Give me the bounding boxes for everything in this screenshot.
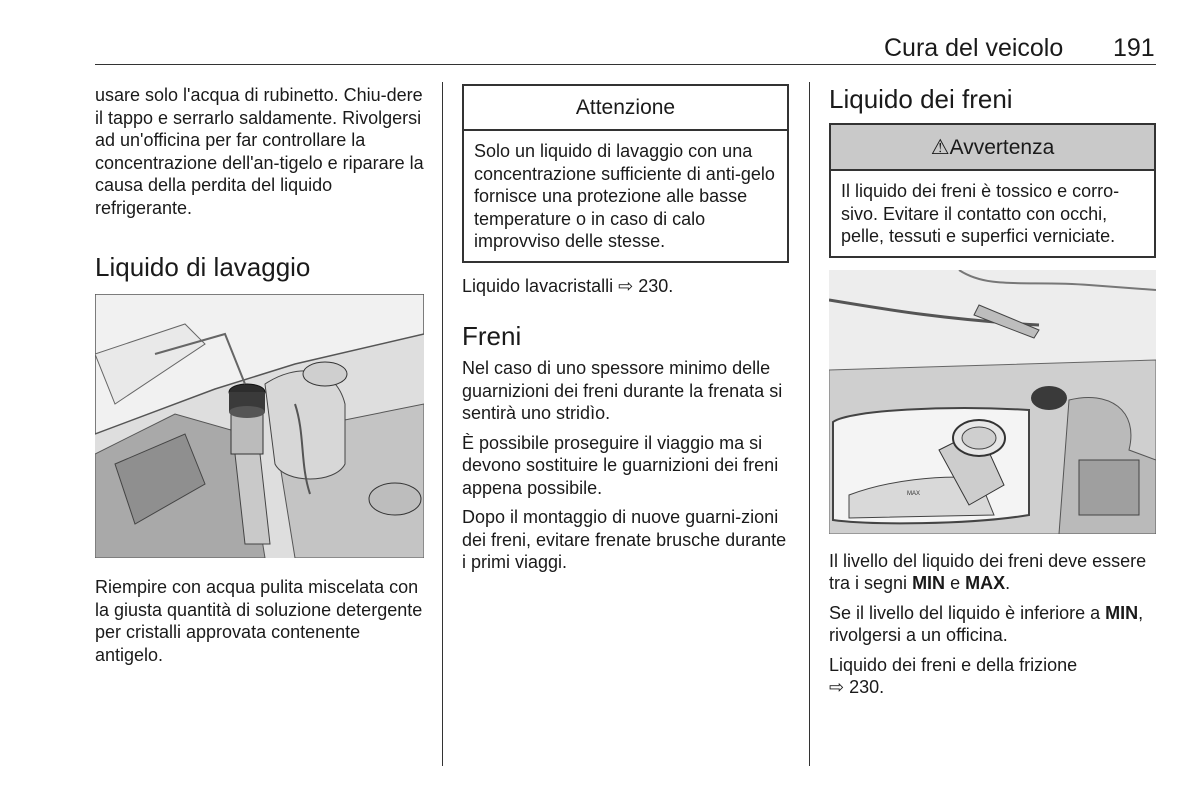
level-text-end: . — [1005, 573, 1011, 593]
level-text-start: Il livello del liquido dei freni deve essere tra i segni — [829, 550, 1147, 593]
column-2 — [462, 84, 792, 581]
attention-notice-text: Solo un liquido di lavaggio con una concentrazione sufficiente di anti-gelo fornisce una protezione alle basse temperature o in caso di calo improvviso delle stesse. — [474, 141, 775, 251]
max-mark-label: MAX — [907, 490, 921, 497]
xref-label: Liquido dei freni e della frizione — [829, 654, 1078, 675]
column-divider — [442, 82, 443, 766]
low-text-start: Se il livello del liquido è inferiore a — [829, 602, 1101, 623]
warning-notice-text: Il liquido dei freni è tossico e corro-sivo. Evitare il contatto con occhi, pelle, tessuti e superfici verniciate. — [841, 181, 1120, 246]
column-3 — [829, 84, 1159, 706]
section-heading-brakes: Freni — [462, 321, 522, 351]
coolant-continuation-text: usare solo l'acqua di rubinetto. Chiu-dere il tappo e serrarlo saldamente. Rivolgersi ad un'officina per far controllare la concentrazione dell'an-tigelo e riparare la causa della perdita del liquido refrigerante. — [95, 85, 424, 218]
washer-fluid-reservoir-illustration — [95, 294, 424, 558]
attention-notice-box — [462, 84, 789, 263]
brakes-paragraph-3: Dopo il montaggio di nuove guarni-zioni dei freni, evitare frenate brusche durante i primi viaggi. — [462, 507, 787, 572]
washer-fluid-instructions: Riempire con acqua pulita miscelata con la giusta quantità di soluzione detergente per cristalli approvata contenente antigelo. — [95, 577, 423, 665]
max-mark-label: MAX — [965, 573, 1006, 593]
xref-page-link[interactable]: 230. — [849, 677, 885, 697]
warning-notice-header — [831, 125, 1154, 171]
level-text-and: e — [950, 573, 961, 593]
column-divider — [809, 82, 810, 766]
column-1 — [95, 84, 425, 673]
section-heading-washer-fluid: Liquido di lavaggio — [95, 252, 311, 282]
section-heading-brake-fluid: Liquido dei freni — [829, 84, 1013, 114]
min-mark-label: MIN — [912, 573, 946, 593]
xref-page-link[interactable]: 230. — [638, 275, 674, 296]
brakes-paragraph-1: Nel caso di uno spessore minimo delle guarnizioni dei freni durante la frenata si sentirà uno stridìo. — [462, 358, 783, 423]
warning-notice-box — [829, 123, 1156, 258]
warning-notice-title: Avvertenza — [949, 136, 1055, 159]
brake-fluid-cross-reference — [829, 654, 1159, 699]
xref-arrow-icon: ⇨ — [618, 275, 634, 296]
brake-fluid-reservoir-illustration — [829, 270, 1156, 534]
page-number: 191 — [1113, 34, 1155, 62]
page-header-title: Cura del veicolo — [884, 34, 1064, 62]
brake-fluid-low-text — [829, 602, 1159, 647]
washer-fluid-cross-reference — [462, 275, 792, 298]
xref-label: Liquido lavacristalli — [462, 275, 614, 296]
attention-notice-title: Attenzione — [464, 86, 787, 131]
header-rule — [95, 64, 1156, 65]
xref-arrow-icon: ⇨ — [829, 677, 845, 697]
warning-triangle-icon: ⚠ — [930, 136, 950, 159]
min-mark-label: MIN — [1105, 602, 1139, 623]
brake-fluid-level-text — [829, 550, 1159, 595]
low-text-end: , rivolgersi a un officina. — [829, 602, 1144, 645]
brakes-paragraph-2: È possibile proseguire il viaggio ma si devono sostituire le guarnizioni dei freni appena possibile. — [462, 432, 779, 498]
